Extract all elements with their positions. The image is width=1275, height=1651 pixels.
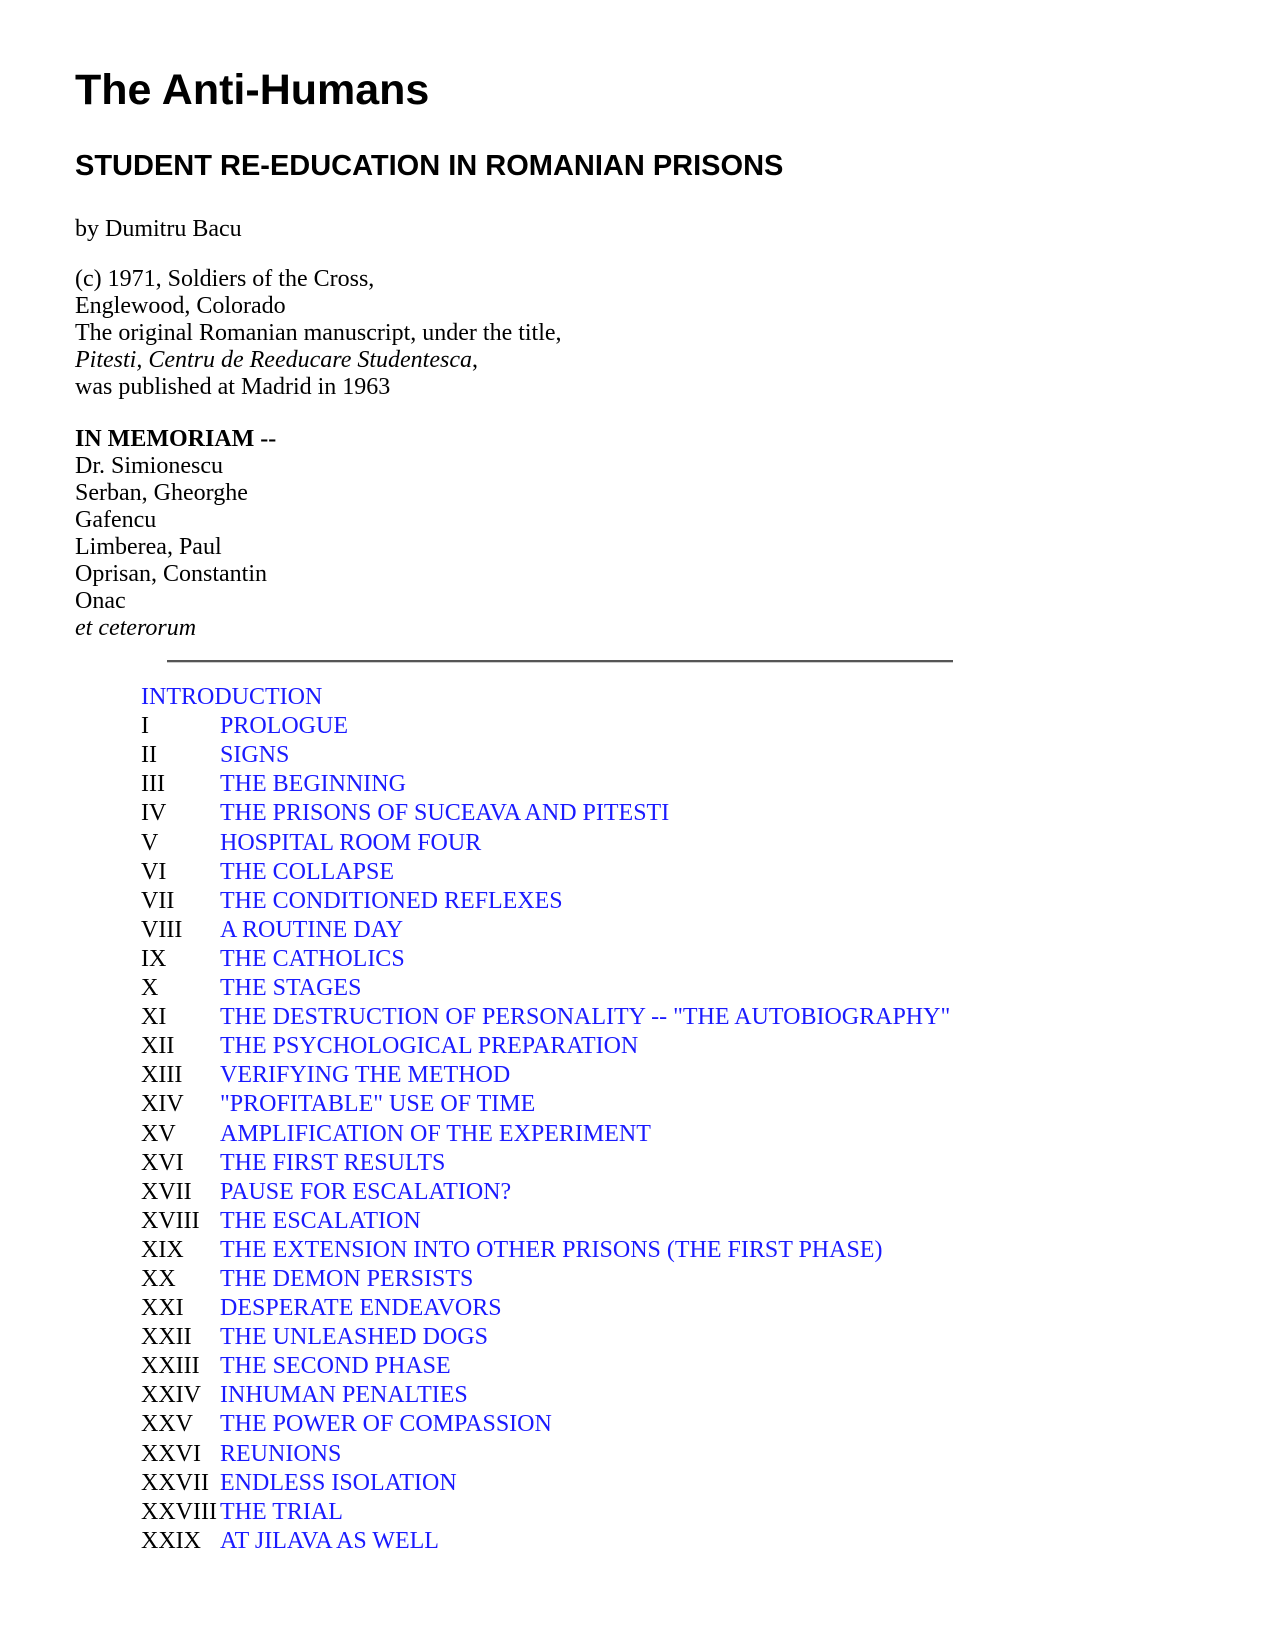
toc-row	[141, 1497, 950, 1526]
chapter-link[interactable]: HOSPITAL ROOM FOUR	[220, 829, 482, 856]
chapter-number: I	[141, 713, 149, 740]
memoriam-closing: et ceterorum	[75, 615, 197, 641]
chapter-number: XV	[141, 1120, 176, 1147]
toc-row	[141, 1380, 950, 1409]
chapter-number: II	[141, 742, 157, 769]
toc-row	[141, 886, 950, 915]
memoriam-names	[75, 453, 276, 615]
chapter-link[interactable]: THE COLLAPSE	[220, 858, 394, 885]
original-title-suffix: ,	[472, 347, 478, 373]
chapter-link[interactable]: AT JILAVA AS WELL	[220, 1527, 439, 1554]
chapter-link[interactable]: THE POWER OF COMPASSION	[220, 1411, 552, 1438]
memoriam-name: Dr. Simionescu	[75, 453, 223, 479]
toc-row	[141, 973, 950, 1002]
chapter-link[interactable]: "PROFITABLE" USE OF TIME	[220, 1091, 536, 1118]
chapter-number: XXIX	[141, 1527, 201, 1554]
chapter-number: XXIV	[141, 1382, 201, 1409]
toc-row	[141, 1031, 950, 1060]
toc-row	[141, 1409, 950, 1438]
chapter-link[interactable]: THE CONDITIONED REFLEXES	[220, 887, 563, 914]
memoriam-name: Onac	[75, 588, 126, 614]
chapter-number: XXVII	[141, 1469, 209, 1496]
chapter-number: XIX	[141, 1236, 184, 1263]
chapter-link[interactable]: A ROUTINE DAY	[220, 916, 404, 943]
chapter-number: XVII	[141, 1178, 192, 1205]
memoriam-block	[75, 426, 276, 642]
toc-row	[141, 1177, 950, 1206]
toc-row	[141, 1438, 950, 1467]
toc-row	[141, 711, 950, 740]
chapter-link[interactable]: PROLOGUE	[220, 713, 349, 740]
chapter-number: XIV	[141, 1091, 184, 1118]
chapter-link[interactable]: THE ESCALATION	[220, 1207, 421, 1234]
table-of-contents	[141, 682, 950, 1555]
memoriam-name: Serban, Gheorghe	[75, 480, 248, 506]
memoriam-name: Oprisan, Constantin	[75, 561, 267, 587]
chapter-link[interactable]: THE CATHOLICS	[220, 945, 405, 972]
memoriam-name: Gafencu	[75, 507, 157, 533]
chapter-number: V	[141, 829, 159, 856]
chapter-number: XXVI	[141, 1440, 201, 1467]
toc-row	[141, 1206, 950, 1235]
toc-row	[141, 798, 950, 827]
manuscript-note: The original Romanian manuscript, under the title,	[75, 320, 562, 346]
chapter-link[interactable]: THE PSYCHOLOGICAL PREPARATION	[220, 1033, 639, 1060]
chapter-number: XXVIII	[141, 1498, 217, 1525]
toc-row	[141, 1235, 950, 1264]
chapter-link[interactable]: VERIFYING THE METHOD	[220, 1062, 511, 1089]
chapter-link[interactable]: THE FIRST RESULTS	[220, 1149, 446, 1176]
chapter-number: XXIII	[141, 1353, 200, 1380]
chapter-link[interactable]: INHUMAN PENALTIES	[220, 1382, 468, 1409]
section-divider	[167, 660, 953, 663]
toc-row	[141, 915, 950, 944]
original-title-line	[75, 347, 562, 374]
chapter-number: XIII	[141, 1062, 183, 1089]
toc-link-introduction[interactable]: INTRODUCTION	[141, 684, 323, 711]
original-title: Pitesti, Centru de Reeducare Studentesca	[75, 347, 472, 373]
chapter-number: VI	[141, 858, 167, 885]
chapter-link[interactable]: SIGNS	[220, 742, 290, 769]
chapter-number: XI	[141, 1004, 167, 1031]
chapter-number: XXII	[141, 1324, 192, 1351]
chapter-link[interactable]: DESPERATE ENDEAVORS	[220, 1295, 502, 1322]
chapter-link[interactable]: THE PRISONS OF SUCEAVA AND PITESTI	[220, 800, 670, 827]
chapter-number: XVIII	[141, 1207, 200, 1234]
chapter-link[interactable]: REUNIONS	[220, 1440, 342, 1467]
toc-row	[141, 1264, 950, 1293]
toc-row	[141, 1148, 950, 1177]
chapter-link[interactable]: THE STAGES	[220, 975, 362, 1002]
chapter-number: XII	[141, 1033, 175, 1060]
chapter-link[interactable]: THE UNLEASHED DOGS	[220, 1324, 488, 1351]
toc-row	[141, 1293, 950, 1322]
chapter-link[interactable]: THE SECOND PHASE	[220, 1353, 451, 1380]
toc-row	[141, 769, 950, 798]
publisher-location: Englewood, Colorado	[75, 293, 286, 319]
chapter-link[interactable]: THE EXTENSION INTO OTHER PRISONS (THE FIRST PHASE)	[220, 1236, 883, 1263]
chapter-link[interactable]: THE DEMON PERSISTS	[220, 1265, 474, 1292]
publication-note: was published at Madrid in 1963	[75, 374, 391, 400]
author-line: by Dumitru Bacu	[75, 216, 242, 242]
memoriam-name: Limberea, Paul	[75, 534, 222, 560]
memoriam-heading: IN MEMORIAM --	[75, 426, 277, 452]
toc-row	[141, 1526, 950, 1555]
chapter-number: XXI	[141, 1295, 184, 1322]
chapter-link[interactable]: THE BEGINNING	[220, 771, 406, 798]
toc-row	[141, 1351, 950, 1380]
toc-row	[141, 944, 950, 973]
toc-row	[141, 1118, 950, 1147]
toc-row	[141, 1089, 950, 1118]
chapter-link[interactable]: THE DESTRUCTION OF PERSONALITY -- "THE AUTOBIOGRAPHY"	[220, 1004, 951, 1031]
chapter-number: III	[141, 771, 165, 798]
chapter-number: IV	[141, 800, 167, 827]
toc-row	[141, 857, 950, 886]
toc-row	[141, 1002, 950, 1031]
chapter-link[interactable]: THE TRIAL	[220, 1498, 343, 1525]
chapter-link[interactable]: ENDLESS ISOLATION	[220, 1469, 457, 1496]
chapter-number: IX	[141, 945, 167, 972]
chapter-link[interactable]: AMPLIFICATION OF THE EXPERIMENT	[220, 1120, 651, 1147]
toc-row	[141, 740, 950, 769]
toc-row-introduction	[141, 682, 950, 711]
page-title: The Anti-Humans	[75, 66, 430, 114]
chapter-number: XX	[141, 1265, 176, 1292]
copyright-line: (c) 1971, Soldiers of the Cross,	[75, 266, 375, 292]
toc-row	[141, 1060, 950, 1089]
toc-row	[141, 827, 950, 856]
chapter-number: VIII	[141, 916, 183, 943]
chapter-link[interactable]: PAUSE FOR ESCALATION?	[220, 1178, 512, 1205]
toc-row	[141, 1322, 950, 1351]
chapter-number: VII	[141, 887, 175, 914]
chapter-number: XVI	[141, 1149, 184, 1176]
chapter-number: XXV	[141, 1411, 193, 1438]
toc-row	[141, 1468, 950, 1497]
copyright-block	[75, 266, 562, 401]
chapter-number: X	[141, 975, 159, 1002]
page-subtitle: STUDENT RE-EDUCATION IN ROMANIAN PRISONS	[75, 150, 784, 182]
